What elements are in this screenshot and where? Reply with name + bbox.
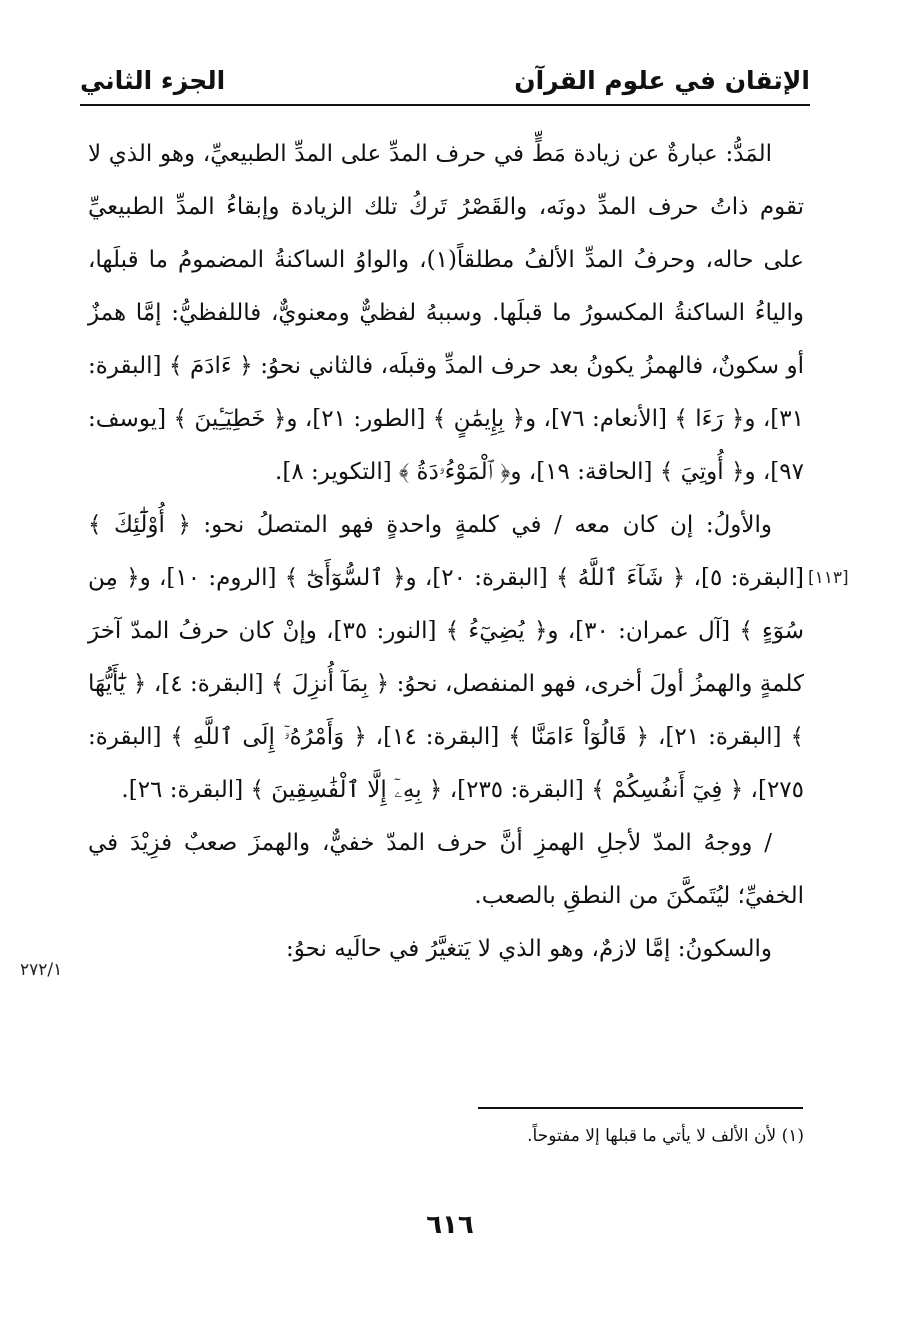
margin-note-edition-page: ٢٧٢/١ bbox=[20, 960, 63, 980]
header-rule bbox=[80, 104, 810, 106]
paragraph-reason-hamz: / ووجهُ المدّ لأجلِ الهمزِ أنَّ حرف المدّ خفيٌّ، والهمزَ صعبٌ فزِيْدَ في الخفيِّ؛ ليُتَمكَّنَ من النطقِ بالصعب. bbox=[88, 830, 804, 909]
footnote: (١) لأن الألف لا يأتي ما قبلها إلا مفتوحاً. bbox=[527, 1126, 804, 1146]
page-number: ٦١٦ bbox=[426, 1210, 474, 1240]
paragraph-madd-definition: المَدُّ: عبارةٌ عن زيادة مَطٍّ في حرف المدِّ على المدِّ الطبيعيِّ، وهو الذي لا تقوم ذاتُ حرف المدِّ دونَه، والقَصْرُ تَركُ تلك الزيادة وإبقاءُ المدِّ الطبيعيِّ على حاله، وحرفُ المدِّ الألفُ مطلقاً(١)، والواوُ الساكنةُ المضمومُ ما قبلَها، والياءُ الساكنةُ المكسورُ ما قبلَها. وسببهُ لفظيٌّ ومعنويٌّ، فاللفظيُّ: إمَّا همزٌ أو سكونٌ، فالهمزُ يكونُ بعد حرف المدِّ وقبلَه، فالثاني نحوُ: ﴿ ءَادَمَ ﴾ [البقرة: ٣١]، و﴿ رَءَا ﴾ [الأنعام: ٧٦]، و﴿ بِإِيمَٰنٍ ﴾ [الطور: ٢١]، و﴿ خَطِيٓـِٔينَ ﴾ [يوسف: ٩٧]، و﴿ أُوتِيَ ﴾ [الحاقة: ١٩]، و﴿ ٱلْمَوْءُۥدَةُ ﴾ [التكوير: ٨]. bbox=[88, 141, 805, 485]
paragraph-muttasil-munfasil: والأولُ: إن كان معه / في كلمةٍ واحدةٍ فهو المتصلُ نحو: ﴿ أُوْلَٰٓئِكَ ﴾ [البقرة: ٥]، ﴿ شَآءَ ٱللَّهُ ﴾ [البقرة: ٢٠]، و﴿ ٱلسُّوٓأَىٰٓ ﴾ [الروم: ١٠]، و﴿ مِن سُوٓءٍ ﴾ [آل عمران: ٣٠]، و﴿ يُضِيٓءُ ﴾ [النور: ٣٥]، وإنْ كان حرفُ المدّ آخرَ كلمةٍ والهمزُ أولَ أخرى، فهو المنفصل، نحوُ: ﴿ بِمَآ أُنزِلَ ﴾ [البقرة: ٤]، ﴿ يَٰٓأَيُّهَا ﴾ [البقرة: ٢١]، ﴿ قَالُوٓاْ ءَامَنَّا ﴾ [البقرة: ١٤]، ﴿ وَأَمْرُهُۥٓ إِلَى ٱللَّهِ ﴾ [البقرة: ٢٧٥]، ﴿ فِيٓ أَنفُسِكُمْ ﴾ [البقرة: ٢٣٥]، ﴿ بِهِۦٓ إِلَّا ٱلْفَٰسِقِينَ ﴾ [البقرة: ٢٦]. bbox=[88, 512, 804, 803]
book-title: الإتقان في علوم القرآن bbox=[514, 66, 810, 95]
running-header bbox=[80, 58, 810, 102]
footnote-rule bbox=[478, 1107, 803, 1109]
main-text bbox=[88, 128, 804, 976]
margin-note-manuscript-page: [١١٣] bbox=[808, 568, 849, 588]
volume-label: الجزء الثاني bbox=[80, 66, 226, 95]
paragraph-sukun: والسكونُ: إمَّا لازمٌ، وهو الذي لا يَتغيَّرُ في حالَيه نحوُ: bbox=[286, 936, 772, 962]
